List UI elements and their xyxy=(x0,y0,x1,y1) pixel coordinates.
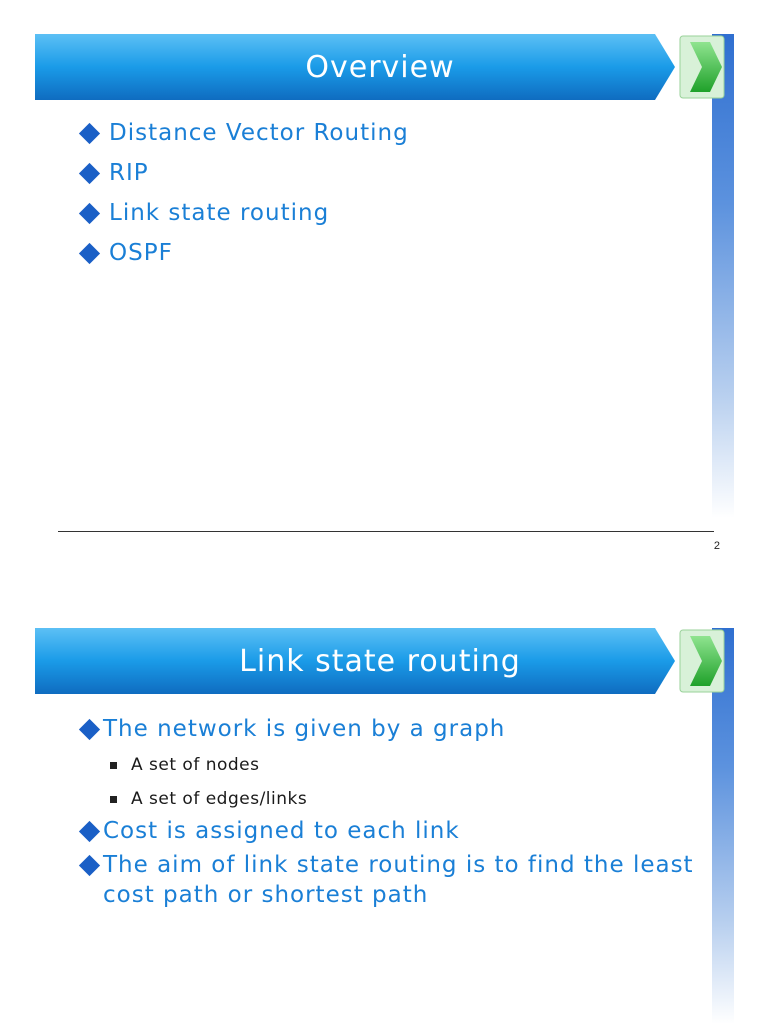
bullet-text: Distance Vector Routing xyxy=(109,120,409,146)
diamond-bullet-icon xyxy=(79,203,100,224)
side-gradient-stripe xyxy=(712,34,734,518)
sub-bullet-item xyxy=(110,748,698,782)
bullet-text: Link state routing xyxy=(109,200,330,226)
bullet-text: The aim of link state routing is to find the least cost path or shortest path xyxy=(103,852,694,908)
diamond-bullet-icon xyxy=(79,123,100,144)
bullet-item xyxy=(78,240,409,280)
diamond-bullet-icon xyxy=(79,855,100,876)
bullet-text: Cost is assigned to each link xyxy=(103,818,460,844)
diamond-bullet-icon xyxy=(79,163,100,184)
diamond-bullet-icon xyxy=(79,719,100,740)
bullet-text: RIP xyxy=(109,160,149,186)
page-number: 2 xyxy=(713,540,720,552)
slide-title: Link state routing xyxy=(239,643,521,679)
bullet-item xyxy=(78,200,409,240)
bullet-text: OSPF xyxy=(109,240,173,266)
title-banner xyxy=(35,34,675,100)
diamond-bullet-icon xyxy=(79,821,100,842)
sub-bullet-item xyxy=(110,782,698,816)
slide-title: Overview xyxy=(305,49,455,85)
title-banner xyxy=(35,628,675,694)
sub-bullet-text: A set of nodes xyxy=(131,755,260,775)
bullet-item xyxy=(78,714,698,744)
bullet-item xyxy=(78,120,409,160)
bullet-text: The network is given by a graph xyxy=(103,716,506,742)
diamond-bullet-icon xyxy=(79,243,100,264)
footer-divider xyxy=(58,531,714,532)
slide-link-state-routing xyxy=(0,590,768,1024)
square-bullet-icon xyxy=(110,762,117,769)
bullet-list xyxy=(78,714,698,914)
bullet-item xyxy=(78,816,698,846)
chevron-right-icon xyxy=(678,34,726,100)
bullet-item xyxy=(78,850,698,910)
bullet-list xyxy=(78,120,409,280)
chevron-right-icon xyxy=(678,628,726,694)
bullet-item xyxy=(78,160,409,200)
sub-bullet-text: A set of edges/links xyxy=(131,789,308,809)
square-bullet-icon xyxy=(110,796,117,803)
